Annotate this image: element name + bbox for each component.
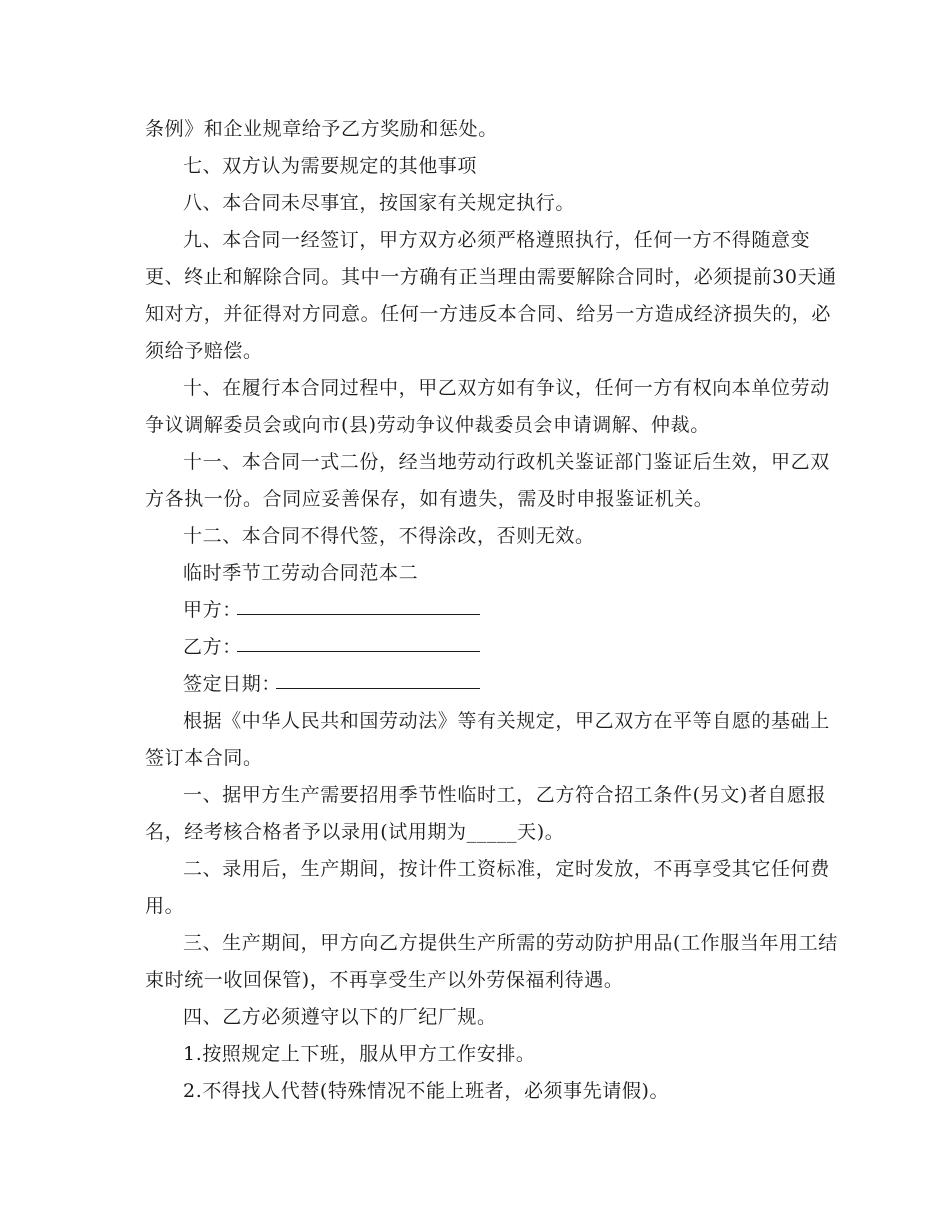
clause-10-line: 十、在履行本合同过程中，甲乙双方如有争议，任何一方有权向本单位劳动 bbox=[183, 377, 830, 399]
sub-item-1: 1.按照规定上下班，服从甲方工作安排。 bbox=[183, 1043, 536, 1065]
sign-date-blank bbox=[276, 688, 480, 689]
paragraph-line: 条例》和企业规章给予乙方奖励和惩处。 bbox=[145, 118, 498, 140]
clause-9-line: 知对方，并征得对方同意。任何一方违反本合同、给另一方造成经济损失的，必 bbox=[145, 303, 832, 325]
clause-9-line: 九、本合同一经签订，甲方双方必须严格遵照执行，任何一方不得随意变 bbox=[183, 229, 811, 251]
section-heading: 临时季节工劳动合同范本二 bbox=[183, 562, 419, 584]
clause-1-line: 一、据甲方生产需要招用季节性临时工，乙方符合招工条件(另文)者自愿报 bbox=[183, 784, 827, 806]
sign-date-field-label: 签定日期： bbox=[183, 673, 282, 695]
clause-4-line: 四、乙方必须遵守以下的厂纪厂规。 bbox=[183, 1006, 497, 1028]
clause-11-line: 十一、本合同一式二份，经当地劳动行政机关鉴证部门鉴证后生效，甲乙双 bbox=[183, 451, 830, 473]
party-b-field-label: 乙方： bbox=[183, 636, 242, 658]
clause-8-line: 八、本合同未尽事宜，按国家有关规定执行。 bbox=[183, 192, 576, 214]
preamble-line: 根据《中华人民共和国劳动法》等有关规定，甲乙双方在平等自愿的基础上 bbox=[183, 710, 830, 732]
clause-2-line: 用。 bbox=[145, 895, 185, 917]
clause-9-line: 须给予赔偿。 bbox=[145, 340, 263, 362]
clause-12-line: 十二、本合同不得代签，不得涂改，否则无效。 bbox=[183, 525, 595, 547]
clause-1-line: 名，经考核合格者予以录用(试用期为_____天)。 bbox=[145, 821, 565, 843]
clause-7-heading: 七、双方认为需要规定的其他事项 bbox=[183, 155, 478, 177]
clause-2-line: 二、录用后，生产期间，按计件工资标准，定时发放，不再享受其它任何费 bbox=[183, 858, 830, 880]
clause-3-line: 束时统一收回保管)，不再享受生产以外劳保福利待遇。 bbox=[145, 969, 624, 991]
sub-item-2: 2.不得找人代替(特殊情况不能上班者，必须事先请假)。 bbox=[183, 1080, 670, 1102]
party-b-blank bbox=[237, 651, 480, 652]
party-a-field-label: 甲方： bbox=[183, 599, 242, 621]
clause-3-line: 三、生产期间，甲方向乙方提供生产所需的劳动防护用品(工作服当年用工结 bbox=[183, 932, 838, 954]
clause-10-line: 争议调解委员会或向市(县)劳动争议仲裁委员会申请调解、仲裁。 bbox=[145, 414, 710, 436]
party-a-blank bbox=[237, 614, 480, 615]
clause-11-line: 方各执一份。合同应妥善保存，如有遗失，需及时申报鉴证机关。 bbox=[145, 488, 714, 510]
preamble-line: 签订本合同。 bbox=[145, 747, 263, 769]
clause-9-line: 更、终止和解除合同。其中一方确有正当理由需要解除合同时，必须提前30天通 bbox=[145, 266, 837, 288]
